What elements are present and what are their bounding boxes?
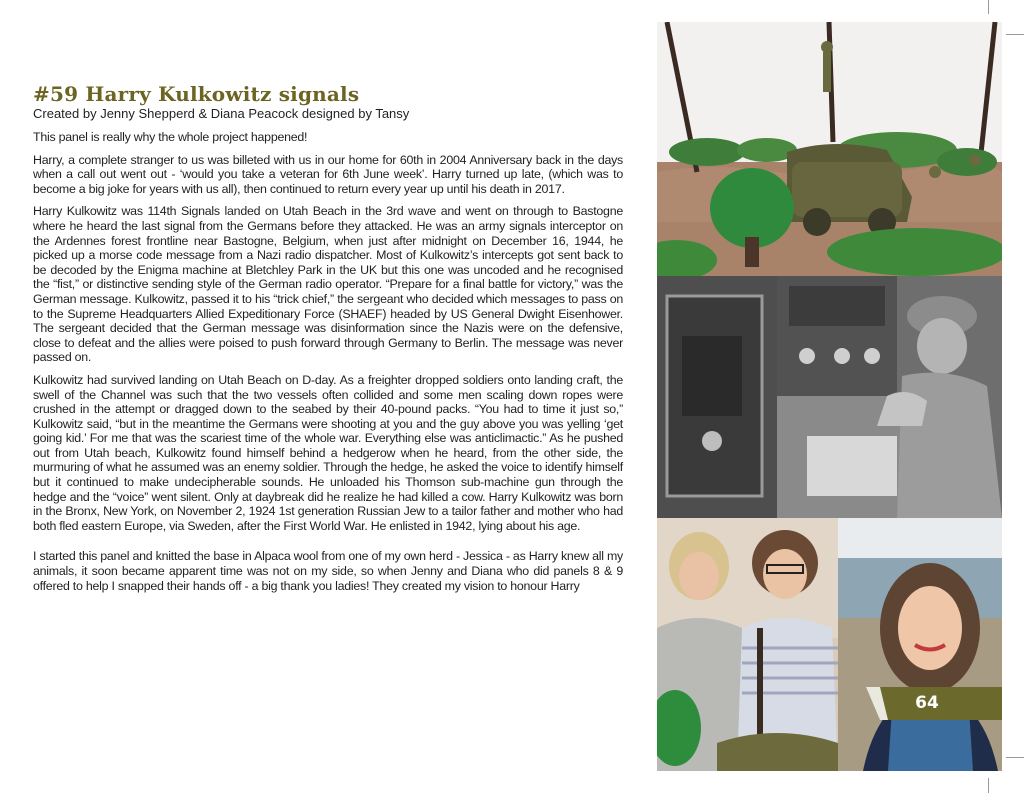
radio-operator-photo [657,276,1002,518]
article-title: #59 Harry Kulkowitz signals [33,82,360,106]
paragraph-4: Kulkowitz had survived landing on Utah Beach on D-day. As a freighter dropped soldiers onto landing craft, the swell of the Channel was such that the two vessels often collided and some men scaling down ropes were crushed in the attempt or dragged down to the seabed by their 40-pound packs. “You had to time it just so,” Kulkowitz said, “but in the meantime the Germans were shooting at you and the guy above you was yelling ‘get going kid.’ For me that was the scariest time of the whole war. Everything else was anticlimactic.” As he pushed out from Utah beach, Kulkowitz found himself behind a hedgerow when he heard, from the other side, the murmuring of what he assumed was an enemy soldier. Through the hedge, he asked the voice to identify himself but it continued to make undecipherable sounds. He unloaded his Thomson sub-machine gun through the hedge and the “voice” went silent. Only at daybreak did he realize he had killed a cow. Harry Kulkowitz was born in the Bronx, New York, on November 2, 1924 1st generation Russian Jew to a tailor father and mother who had both fled eastern Europe, via Sweden, after the First World War. He enlisted in 1942, lying about his age. [33,372,623,533]
crop-mark-bottom [988,778,989,793]
knitted-panel-photo [657,22,1002,276]
paragraph-2: Harry, a complete stranger to us was billeted with us in our home for 60th in 2004 Anniversary back in the days when a call out went out - ‘would you take a veteran for 6th June week’. Harry turned up late, (which was to become a big joke for years with us all), then continued to return every year up until his death in 2017. [33,152,623,196]
crop-mark-top [988,0,989,14]
crop-mark-bottom-right [1006,757,1024,758]
paragraph-1: This panel is really why the whole project happened! [33,130,308,144]
beach-portrait-photo [838,518,1002,771]
crop-mark-top-right [1006,34,1024,35]
page-number: 64 [915,693,939,713]
two-makers-photo [657,518,838,771]
paragraph-3: Harry Kulkowitz was 114th Signals landed on Utah Beach in the 3rd wave and went on through to Bastogne where he heard the last signal from the Germans before they attacked. He was an army signals interceptor on the Ardennes forest frontline near Bastogne, Belgium, when just after midnight on December 16, 1944, he picked up a morse code message from a Nazi radio dispatcher. Most of Kulkowitz’s intercepts got sent back to be decoded by the Enigma machine at Bletchley Park in the UK but this one was uncoded and he recognised the “fist,” or distinctive sending style of the German radio operator. “Prepare for a final battle for victory,” was the German message. Kulkowitz, passed it to his “trick chief,” the sergeant who decided which messages to pass on to the Supreme Headquarters Allied Expeditionary Force (SHAEF) headed by US General Dwight Eisenhower. The sergeant decided that the German message was disinformation since the Nazis were on the defensive, close to defeat and the allies were poised to push forward through Germany to Berlin. The message was never passed on. [33,204,623,365]
paragraph-5: I started this panel and knitted the base in Alpaca wool from one of my own herd - Jessica - as Harry knew all my animals, it soon became apparent time was not on my side, so when Jenny and Diana who did panels 8 & 9 offered to help I snapped their hands off - a big thank you ladies! They created my vision to honour Harry [33,549,623,593]
article-credit: Created by Jenny Shepperd & Diana Peacock designed by Tansy [33,106,410,121]
article [33,82,623,601]
